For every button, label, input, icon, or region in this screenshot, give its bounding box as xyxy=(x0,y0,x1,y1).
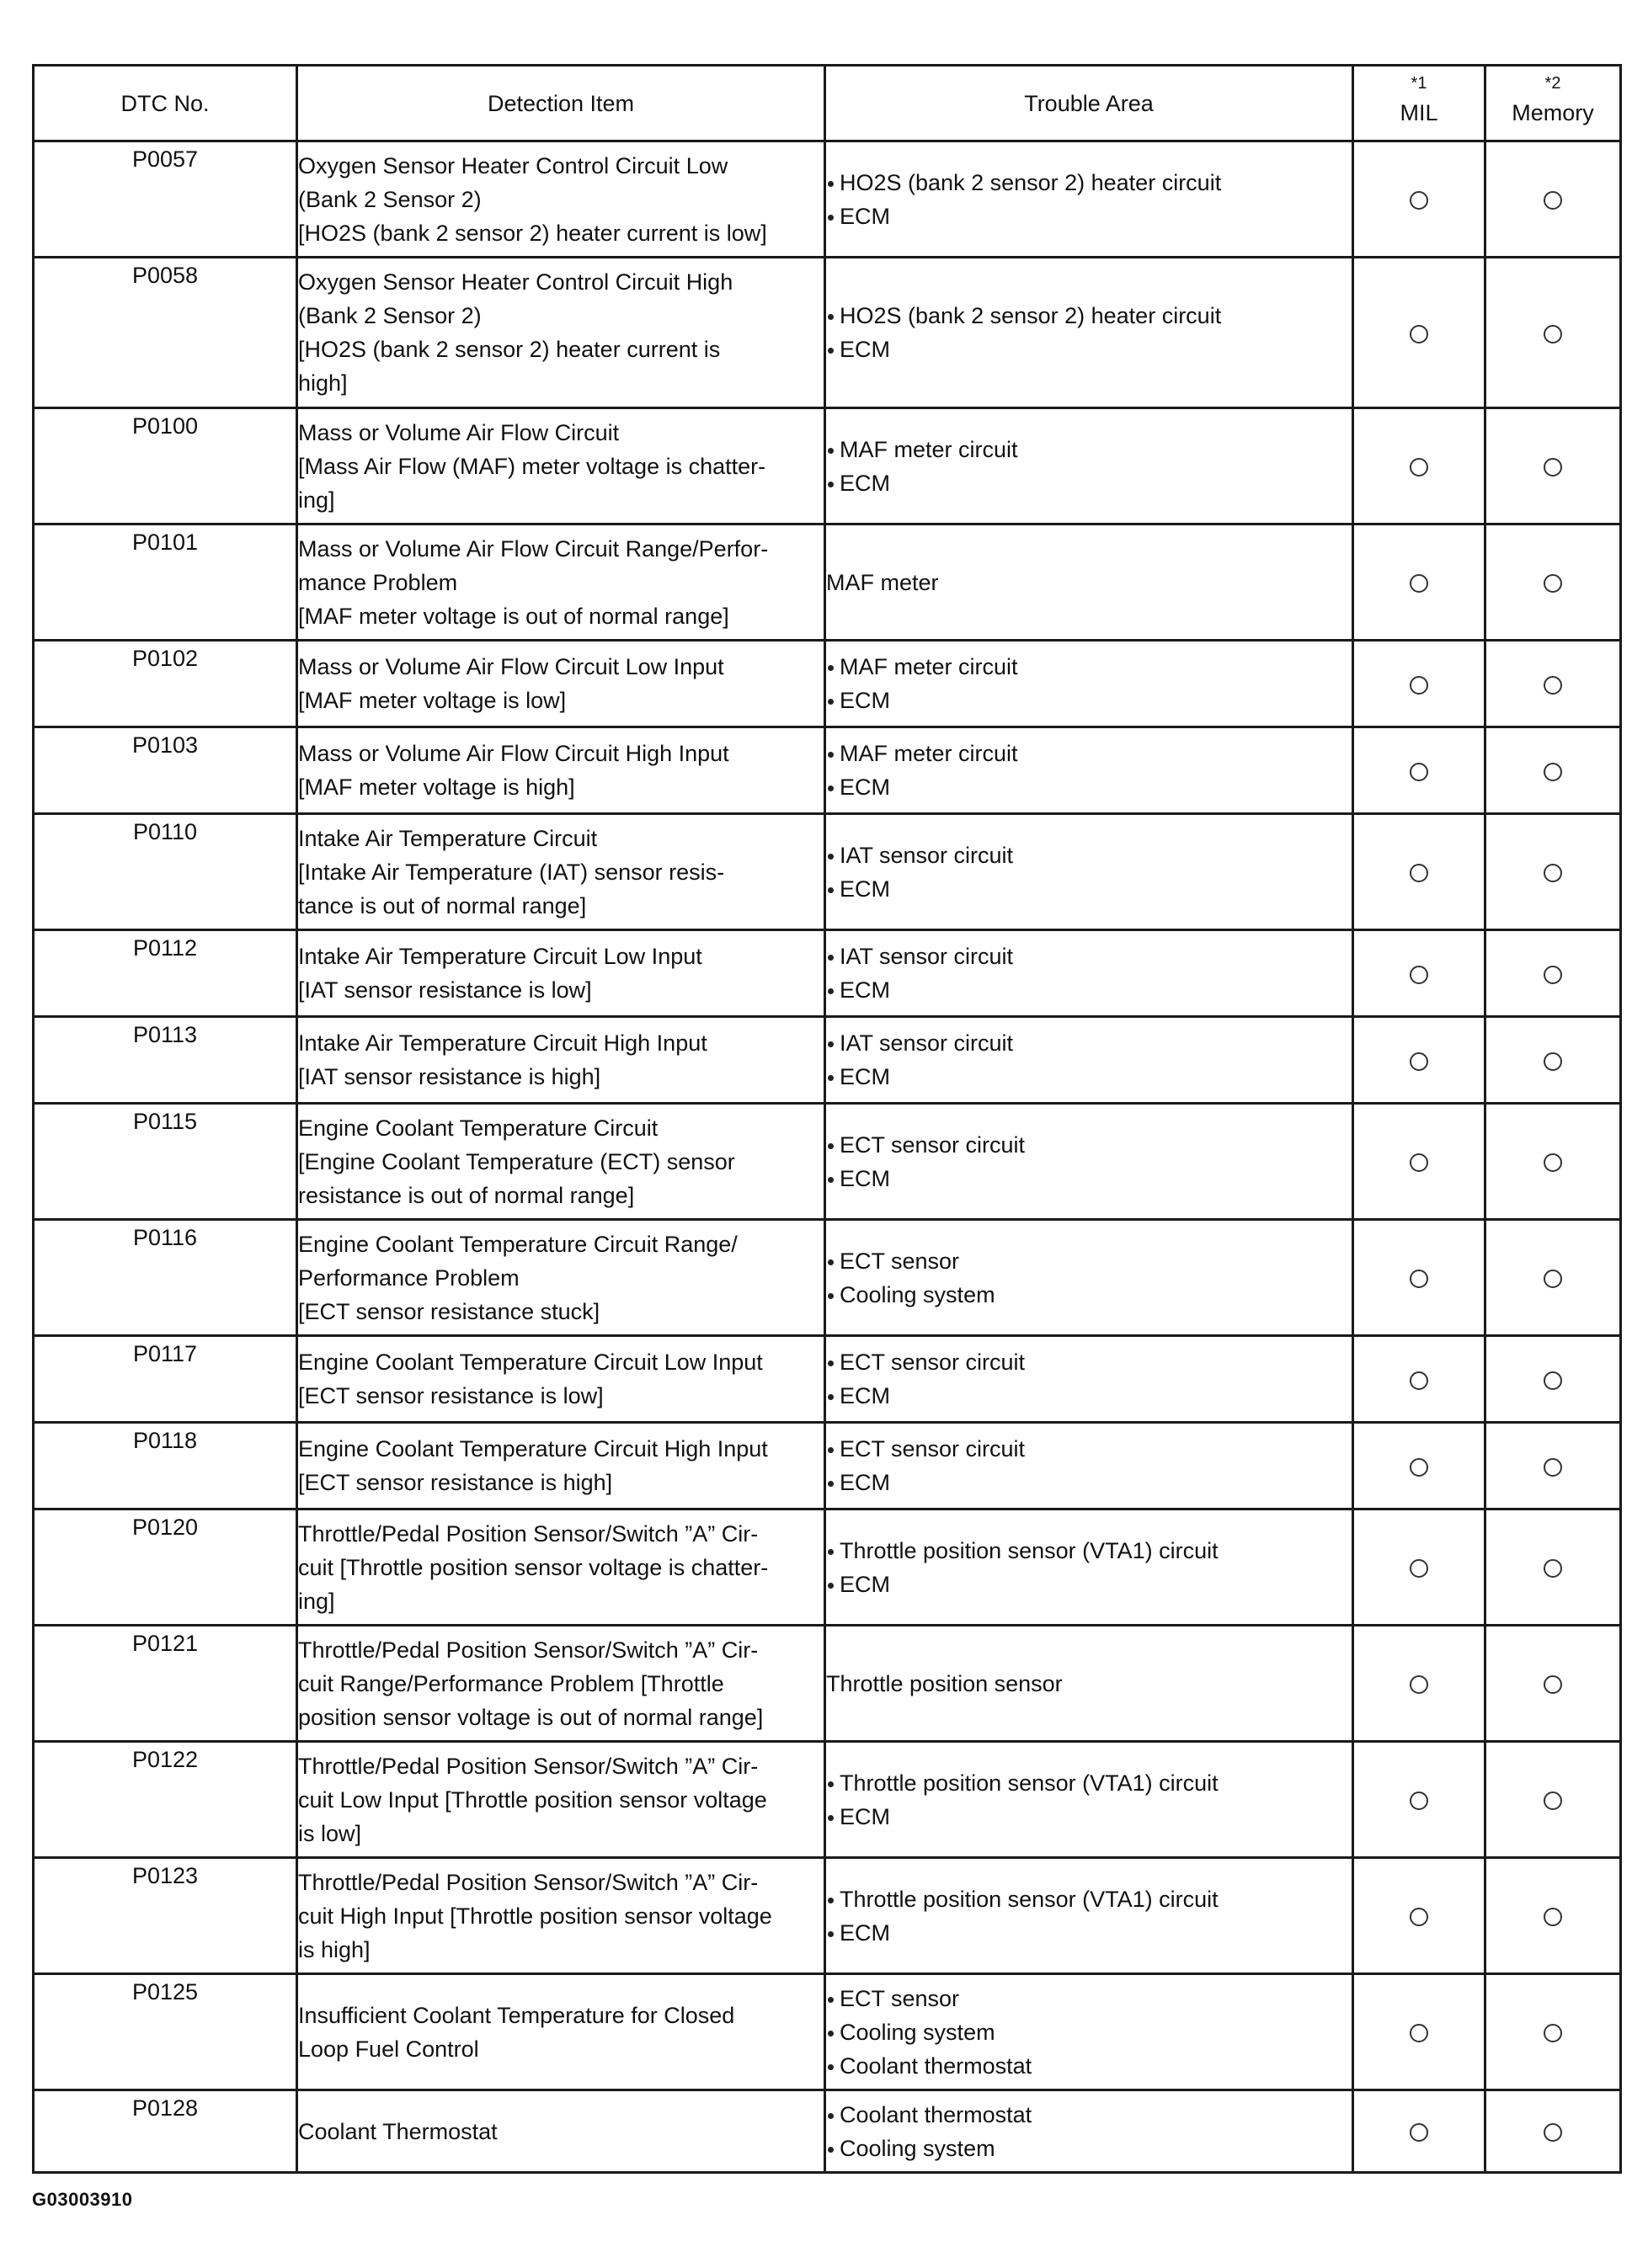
trouble-area xyxy=(825,141,1353,258)
trouble-area-list xyxy=(826,1882,1352,1950)
detection-line: Engine Coolant Temperature Circuit Low Input xyxy=(298,1350,763,1375)
dtc-table-body xyxy=(34,141,1621,2173)
dtc-code: P0101 xyxy=(34,524,297,641)
detection-line: Intake Air Temperature Circuit xyxy=(298,825,598,851)
trouble-area-item: MAF meter circuit xyxy=(826,737,1352,770)
trouble-area-item: Throttle position sensor (VTA1) circuit xyxy=(826,1534,1352,1568)
detection-line: Coolant Thermostat xyxy=(298,2118,498,2144)
trouble-area-text: MAF meter xyxy=(826,569,939,595)
trouble-area-item: Coolant thermostat xyxy=(826,2049,1352,2083)
detection-line: Throttle/Pedal Position Sensor/Switch ”A” Cir- xyxy=(298,1869,759,1895)
mil-cell xyxy=(1353,1017,1485,1104)
detection-item xyxy=(297,1509,825,1626)
detection-line: Mass or Volume Air Flow Circuit High Input xyxy=(298,741,729,766)
mil-cell xyxy=(1353,1336,1485,1423)
memory-circle-icon xyxy=(1544,2024,1562,2042)
trouble-area-item: ECM xyxy=(826,684,1352,717)
header-trouble-area: Trouble Area xyxy=(825,66,1353,141)
trouble-area-item: ECM xyxy=(826,1568,1352,1601)
dtc-code: P0112 xyxy=(34,930,297,1017)
trouble-area xyxy=(825,2090,1353,2173)
trouble-area-item: ECM xyxy=(826,1466,1352,1499)
memory-circle-icon xyxy=(1544,1270,1562,1288)
detection-line: Mass or Volume Air Flow Circuit xyxy=(298,419,620,445)
trouble-area xyxy=(825,1742,1353,1858)
table-row xyxy=(34,258,1621,408)
memory-cell xyxy=(1485,1104,1621,1220)
memory-cell xyxy=(1485,1423,1621,1509)
detection-line: Mass or Volume Air Flow Circuit Range/Perfor- xyxy=(298,535,769,562)
detection-line: [Mass Air Flow (MAF) meter voltage is chatter- xyxy=(298,453,766,479)
detection-line: ing] xyxy=(298,1588,335,1614)
mil-cell xyxy=(1353,1742,1485,1858)
mil-circle-icon xyxy=(1410,1153,1428,1172)
memory-cell xyxy=(1485,727,1621,814)
trouble-area-item: IAT sensor circuit xyxy=(826,839,1352,872)
mil-label: MIL xyxy=(1400,100,1438,125)
trouble-area xyxy=(825,1423,1353,1509)
table-row xyxy=(34,814,1621,930)
memory-cell xyxy=(1485,814,1621,930)
detection-line: Throttle/Pedal Position Sensor/Switch ”A” Cir- xyxy=(298,1520,759,1547)
dtc-code: P0110 xyxy=(34,814,297,930)
trouble-area-list xyxy=(826,1432,1352,1499)
detection-line: [ECT sensor resistance stuck] xyxy=(298,1298,600,1324)
detection-line: (Bank 2 Sensor 2) xyxy=(298,303,482,328)
memory-circle-icon xyxy=(1544,2123,1562,2142)
trouble-area-item: ECM xyxy=(826,1060,1352,1094)
detection-line: [IAT sensor resistance is high] xyxy=(298,1064,601,1089)
trouble-area-item: Coolant thermostat xyxy=(826,2098,1352,2132)
trouble-area-item: ECM xyxy=(826,973,1352,1007)
detection-line: Oxygen Sensor Heater Control Circuit Low xyxy=(298,152,728,178)
trouble-area-list xyxy=(826,1026,1352,1094)
detection-line: mance Problem xyxy=(298,569,458,595)
trouble-area-list xyxy=(826,940,1352,1007)
detection-item xyxy=(297,258,825,408)
trouble-area-list xyxy=(826,166,1352,233)
table-row xyxy=(34,1858,1621,1974)
memory-cell xyxy=(1485,1509,1621,1626)
mil-circle-icon xyxy=(1410,191,1428,210)
memory-cell xyxy=(1485,141,1621,258)
trouble-area-item: ECM xyxy=(826,1162,1352,1195)
memory-circle-icon xyxy=(1544,191,1562,210)
dtc-code: P0102 xyxy=(34,641,297,727)
trouble-area-item: ECM xyxy=(826,1800,1352,1834)
dtc-code: P0128 xyxy=(34,2090,297,2173)
trouble-area-list xyxy=(826,737,1352,804)
dtc-code: P0103 xyxy=(34,727,297,814)
detection-line: Performance Problem xyxy=(298,1264,520,1291)
detection-item xyxy=(297,1336,825,1423)
memory-circle-icon xyxy=(1544,1052,1562,1071)
detection-item xyxy=(297,1974,825,2090)
memory-footnote-mark: *2 xyxy=(1544,74,1561,93)
mil-circle-icon xyxy=(1410,676,1428,695)
detection-item xyxy=(297,1220,825,1336)
trouble-area-list xyxy=(826,1128,1352,1195)
detection-line: position sensor voltage is out of normal range] xyxy=(298,1704,764,1730)
detection-line: Loop Fuel Control xyxy=(298,2036,479,2062)
detection-item xyxy=(297,1858,825,1974)
trouble-area-item: ECT sensor circuit xyxy=(826,1128,1352,1162)
memory-circle-icon xyxy=(1544,458,1562,476)
trouble-area-list xyxy=(826,650,1352,717)
detection-line: cuit High Input [Throttle position sensor voltage xyxy=(298,1903,772,1929)
table-row xyxy=(34,408,1621,524)
mil-cell xyxy=(1353,1509,1485,1626)
trouble-area xyxy=(825,1509,1353,1626)
detection-item xyxy=(297,2090,825,2173)
table-row xyxy=(34,1423,1621,1509)
mil-circle-icon xyxy=(1410,763,1428,781)
trouble-area-item: ECM xyxy=(826,466,1352,500)
header-mil xyxy=(1353,66,1485,141)
dtc-table-page xyxy=(32,64,1619,2174)
detection-line: [ECT sensor resistance is high] xyxy=(298,1470,613,1495)
memory-circle-icon xyxy=(1544,1675,1562,1694)
trouble-area-list xyxy=(826,433,1352,500)
memory-circle-icon xyxy=(1544,966,1562,984)
detection-line: is high] xyxy=(298,1936,371,1962)
dtc-code: P0116 xyxy=(34,1220,297,1336)
trouble-area-item: MAF meter circuit xyxy=(826,650,1352,684)
detection-line: is low] xyxy=(298,1820,362,1846)
mil-circle-icon xyxy=(1410,1908,1428,1926)
detection-line: (Bank 2 Sensor 2) xyxy=(298,186,482,212)
dtc-code: P0115 xyxy=(34,1104,297,1220)
trouble-area-item: ECM xyxy=(826,770,1352,804)
trouble-area xyxy=(825,258,1353,408)
trouble-area xyxy=(825,1220,1353,1336)
memory-cell xyxy=(1485,408,1621,524)
trouble-area-item: ECM xyxy=(826,1379,1352,1413)
table-row xyxy=(34,641,1621,727)
detection-item xyxy=(297,1017,825,1104)
memory-circle-icon xyxy=(1544,676,1562,695)
mil-circle-icon xyxy=(1410,1559,1428,1578)
memory-cell xyxy=(1485,1858,1621,1974)
dtc-code: P0122 xyxy=(34,1742,297,1858)
detection-item xyxy=(297,408,825,524)
trouble-area-item: Throttle position sensor (VTA1) circuit xyxy=(826,1766,1352,1800)
mil-circle-icon xyxy=(1410,864,1428,882)
table-row xyxy=(34,1017,1621,1104)
detection-line: Oxygen Sensor Heater Control Circuit High xyxy=(298,269,733,295)
memory-circle-icon xyxy=(1544,1153,1562,1172)
detection-item xyxy=(297,641,825,727)
detection-item xyxy=(297,814,825,930)
trouble-area-item: ECM xyxy=(826,1916,1352,1950)
mil-cell xyxy=(1353,258,1485,408)
memory-cell xyxy=(1485,1974,1621,2090)
memory-circle-icon xyxy=(1544,1792,1562,1810)
trouble-area-item: Cooling system xyxy=(826,2015,1352,2049)
detection-line: [MAF meter voltage is out of normal range] xyxy=(298,603,729,629)
dtc-code: P0100 xyxy=(34,408,297,524)
detection-line: Intake Air Temperature Circuit Low Input xyxy=(298,944,702,969)
detection-line: Intake Air Temperature Circuit High Input xyxy=(298,1030,707,1056)
memory-cell xyxy=(1485,1220,1621,1336)
mil-footnote-mark: *1 xyxy=(1411,74,1427,93)
table-row xyxy=(34,1104,1621,1220)
trouble-area-list xyxy=(826,299,1352,366)
trouble-area xyxy=(825,1974,1353,2090)
mil-cell xyxy=(1353,641,1485,727)
trouble-area-item: HO2S (bank 2 sensor 2) heater circuit xyxy=(826,166,1352,200)
trouble-area-list xyxy=(826,1244,1352,1312)
mil-circle-icon xyxy=(1410,1270,1428,1288)
table-row xyxy=(34,2090,1621,2173)
mil-circle-icon xyxy=(1410,2123,1428,2142)
mil-cell xyxy=(1353,1858,1485,1974)
memory-circle-icon xyxy=(1544,1458,1562,1477)
detection-line: Insufficient Coolant Temperature for Closed xyxy=(298,2002,735,2028)
memory-circle-icon xyxy=(1544,864,1562,882)
dtc-code: P0057 xyxy=(34,141,297,258)
trouble-area-list xyxy=(826,1982,1352,2083)
mil-circle-icon xyxy=(1410,574,1428,593)
trouble-area-item: ECM xyxy=(826,200,1352,233)
trouble-area-item: Throttle position sensor (VTA1) circuit xyxy=(826,1882,1352,1916)
trouble-area-item: ECT sensor circuit xyxy=(826,1432,1352,1466)
mil-cell xyxy=(1353,408,1485,524)
detection-line: [IAT sensor resistance is low] xyxy=(298,977,592,1003)
trouble-area-item: ECM xyxy=(826,872,1352,906)
memory-circle-icon xyxy=(1544,574,1562,593)
detection-line: resistance is out of normal range] xyxy=(298,1182,635,1208)
mil-cell xyxy=(1353,1974,1485,2090)
dtc-code: P0123 xyxy=(34,1858,297,1974)
trouble-area-item: ECM xyxy=(826,333,1352,366)
trouble-area xyxy=(825,641,1353,727)
table-row xyxy=(34,1742,1621,1858)
trouble-area xyxy=(825,727,1353,814)
dtc-code: P0125 xyxy=(34,1974,297,2090)
header-memory xyxy=(1485,66,1621,141)
trouble-area-item: MAF meter circuit xyxy=(826,433,1352,466)
detection-line: [ECT sensor resistance is low] xyxy=(298,1383,604,1408)
memory-cell xyxy=(1485,641,1621,727)
detection-item xyxy=(297,1742,825,1858)
detection-line: ing] xyxy=(298,487,335,513)
mil-cell xyxy=(1353,2090,1485,2173)
trouble-area-text: Throttle position sensor xyxy=(826,1670,1063,1696)
memory-cell xyxy=(1485,1336,1621,1423)
header-dtc-no: DTC No. xyxy=(34,66,297,141)
table-row xyxy=(34,1974,1621,2090)
table-row xyxy=(34,930,1621,1017)
detection-item xyxy=(297,1626,825,1742)
trouble-area xyxy=(825,1104,1353,1220)
trouble-area xyxy=(825,1626,1353,1742)
table-row xyxy=(34,1626,1621,1742)
mil-circle-icon xyxy=(1410,966,1428,984)
trouble-area-item: ECT sensor xyxy=(826,1244,1352,1278)
detection-line: Engine Coolant Temperature Circuit Range/ xyxy=(298,1231,738,1257)
detection-line: [HO2S (bank 2 sensor 2) heater current is low] xyxy=(298,220,767,246)
trouble-area-list xyxy=(826,1766,1352,1834)
memory-cell xyxy=(1485,524,1621,641)
mil-circle-icon xyxy=(1410,1371,1428,1390)
mil-cell xyxy=(1353,1220,1485,1336)
trouble-area-item: ECT sensor xyxy=(826,1982,1352,2015)
detection-line: Throttle/Pedal Position Sensor/Switch ”A” Cir- xyxy=(298,1753,759,1779)
trouble-area-item: IAT sensor circuit xyxy=(826,1026,1352,1060)
mil-cell xyxy=(1353,1626,1485,1742)
mil-cell xyxy=(1353,524,1485,641)
trouble-area xyxy=(825,408,1353,524)
trouble-area-item: HO2S (bank 2 sensor 2) heater circuit xyxy=(826,299,1352,333)
header-detection-item: Detection Item xyxy=(297,66,825,141)
trouble-area-item: Cooling system xyxy=(826,2132,1352,2165)
memory-cell xyxy=(1485,1626,1621,1742)
mil-cell xyxy=(1353,727,1485,814)
detection-item xyxy=(297,727,825,814)
table-row xyxy=(34,1220,1621,1336)
trouble-area-item: IAT sensor circuit xyxy=(826,940,1352,973)
detection-item xyxy=(297,930,825,1017)
trouble-area xyxy=(825,930,1353,1017)
detection-line: [HO2S (bank 2 sensor 2) heater current is xyxy=(298,337,721,362)
detection-line: high] xyxy=(298,370,348,396)
dtc-code: P0117 xyxy=(34,1336,297,1423)
dtc-code: P0118 xyxy=(34,1423,297,1509)
header-row xyxy=(34,66,1621,141)
detection-line: [MAF meter voltage is high] xyxy=(298,775,575,800)
memory-cell xyxy=(1485,1017,1621,1104)
trouble-area xyxy=(825,1858,1353,1974)
memory-circle-icon xyxy=(1544,325,1562,343)
mil-circle-icon xyxy=(1410,1052,1428,1071)
trouble-area-item: ECT sensor circuit xyxy=(826,1345,1352,1379)
memory-circle-icon xyxy=(1544,1371,1562,1390)
detection-line: Mass or Volume Air Flow Circuit Low Input xyxy=(298,654,724,679)
mil-cell xyxy=(1353,1423,1485,1509)
detection-item xyxy=(297,1423,825,1509)
detection-line: Throttle/Pedal Position Sensor/Switch ”A” Cir- xyxy=(298,1637,759,1663)
memory-circle-icon xyxy=(1544,1908,1562,1926)
mil-circle-icon xyxy=(1410,1458,1428,1477)
detection-line: [Engine Coolant Temperature (ECT) sensor xyxy=(298,1148,735,1174)
detection-line: [MAF meter voltage is low] xyxy=(298,688,567,713)
detection-line: Engine Coolant Temperature Circuit xyxy=(298,1115,659,1141)
table-row xyxy=(34,1336,1621,1423)
trouble-area xyxy=(825,814,1353,930)
table-row xyxy=(34,141,1621,258)
memory-cell xyxy=(1485,930,1621,1017)
detection-item xyxy=(297,524,825,641)
trouble-area-list xyxy=(826,2098,1352,2165)
mil-cell xyxy=(1353,814,1485,930)
dtc-code: P0121 xyxy=(34,1626,297,1742)
figure-id: G03003910 xyxy=(32,2189,133,2210)
memory-label: Memory xyxy=(1512,100,1594,125)
detection-line: [Intake Air Temperature (IAT) sensor resis- xyxy=(298,859,725,885)
memory-cell xyxy=(1485,258,1621,408)
table-row xyxy=(34,1509,1621,1626)
mil-circle-icon xyxy=(1410,1792,1428,1810)
dtc-code: P0058 xyxy=(34,258,297,408)
trouble-area xyxy=(825,1017,1353,1104)
dtc-code: P0113 xyxy=(34,1017,297,1104)
trouble-area-list xyxy=(826,839,1352,906)
mil-cell xyxy=(1353,1104,1485,1220)
memory-cell xyxy=(1485,2090,1621,2173)
trouble-area xyxy=(825,1336,1353,1423)
mil-circle-icon xyxy=(1410,325,1428,343)
mil-cell xyxy=(1353,141,1485,258)
detection-line: cuit Low Input [Throttle position sensor voltage xyxy=(298,1786,767,1813)
trouble-area-list xyxy=(826,1345,1352,1413)
detection-line: Engine Coolant Temperature Circuit High Input xyxy=(298,1436,768,1461)
trouble-area xyxy=(825,524,1353,641)
detection-item xyxy=(297,1104,825,1220)
detection-line: cuit [Throttle position sensor voltage is chatter- xyxy=(298,1554,769,1580)
trouble-area-list xyxy=(826,1534,1352,1601)
detection-line: tance is out of normal range] xyxy=(298,892,587,918)
dtc-table xyxy=(32,64,1622,2174)
mil-circle-icon xyxy=(1410,458,1428,476)
table-row xyxy=(34,727,1621,814)
detection-line: cuit Range/Performance Problem [Throttle xyxy=(298,1670,724,1696)
dtc-code: P0120 xyxy=(34,1509,297,1626)
mil-cell xyxy=(1353,930,1485,1017)
detection-item xyxy=(297,141,825,258)
memory-circle-icon xyxy=(1544,1559,1562,1578)
trouble-area-item: Cooling system xyxy=(826,1278,1352,1312)
mil-circle-icon xyxy=(1410,1675,1428,1694)
mil-circle-icon xyxy=(1410,2024,1428,2042)
table-row xyxy=(34,524,1621,641)
memory-circle-icon xyxy=(1544,763,1562,781)
memory-cell xyxy=(1485,1742,1621,1858)
